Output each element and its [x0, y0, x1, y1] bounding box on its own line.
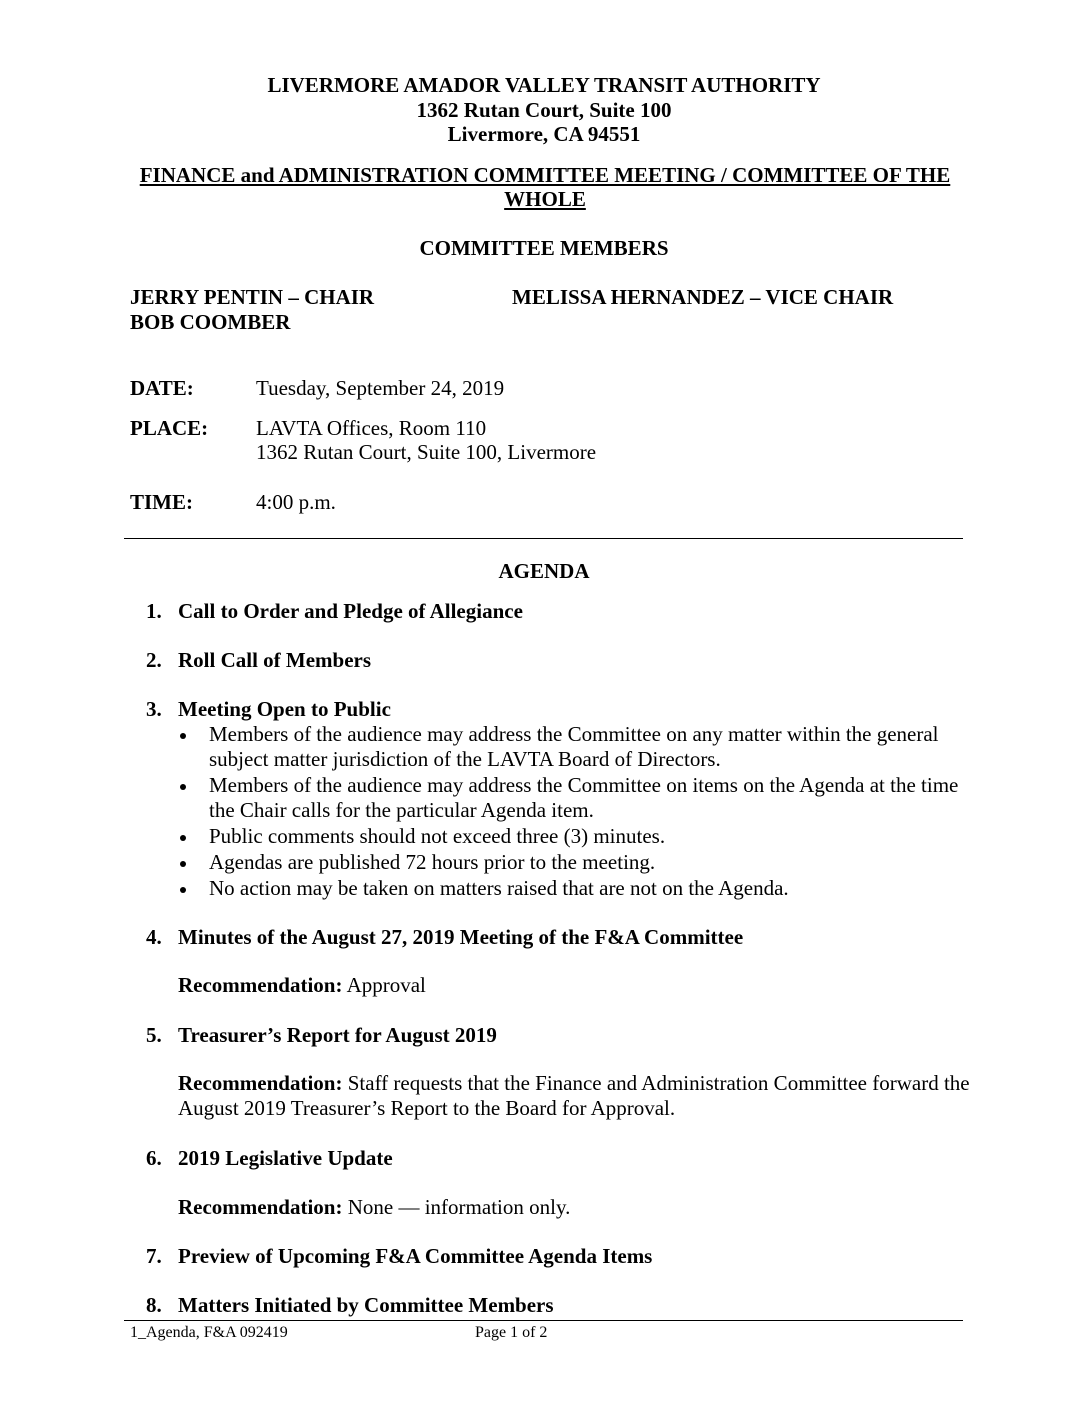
agenda-item-title: Call to Order and Pledge of Allegiance — [178, 599, 523, 623]
recommendation-label: Recommendation: — [178, 973, 343, 997]
member-vice-chair: MELISSA HERNANDEZ – VICE CHAIR — [512, 285, 894, 309]
address-line-1: 1362 Rutan Court, Suite 100 — [416, 98, 672, 122]
item-number: 8. — [146, 1293, 162, 1317]
recommendation — [178, 973, 978, 998]
divider — [124, 538, 963, 539]
time-value: 4:00 p.m. — [256, 490, 336, 514]
list-item: No action may be taken on matters raised that are not on the Agenda. — [178, 876, 978, 901]
footer-divider — [124, 1320, 963, 1321]
agenda-item-title: Minutes of the August 27, 2019 Meeting of the F&A Committee — [178, 925, 744, 949]
recommendation — [178, 1195, 978, 1220]
list-item: Members of the audience may address the Committee on any matter within the general subject matter jurisdiction of the LAVTA Board of Directors. — [178, 722, 978, 772]
agenda-item-title: Meeting Open to Public — [178, 697, 391, 721]
recommendation-label: Recommendation: — [178, 1071, 343, 1095]
recommendation — [178, 1071, 978, 1121]
place-label: PLACE: — [130, 416, 209, 440]
footer-page-number: Page 1 of 2 — [475, 1324, 548, 1341]
meeting-title-line-1: FINANCE and ADMINISTRATION COMMITTEE MEETING / COMMITTEE OF THE — [139, 163, 951, 187]
place-value-line-1: LAVTA Offices, Room 110 — [256, 416, 487, 440]
agenda-item-title: Treasurer’s Report for August 2019 — [178, 1023, 497, 1047]
member: BOB COOMBER — [130, 310, 291, 334]
item-number: 6. — [146, 1146, 162, 1170]
date-value: Tuesday, September 24, 2019 — [256, 376, 505, 400]
item-number: 1. — [146, 599, 162, 623]
member-chair: JERRY PENTIN – CHAIR — [130, 285, 375, 309]
list-item: Members of the audience may address the Committee on items on the Agenda at the time the Chair calls for the particular Agenda item. — [178, 773, 978, 823]
public-comment-rules-list — [178, 722, 978, 902]
recommendation-label: Recommendation: — [178, 1195, 343, 1219]
item-number: 4. — [146, 925, 162, 949]
item-number: 5. — [146, 1023, 162, 1047]
place-value-line-2: 1362 Rutan Court, Suite 100, Livermore — [256, 440, 597, 464]
organization-name: LIVERMORE AMADOR VALLEY TRANSIT AUTHORITY — [267, 73, 821, 97]
item-number: 2. — [146, 648, 162, 672]
date-label: DATE: — [130, 376, 194, 400]
footer-document-id: 1_Agenda, F&A 092419 — [130, 1324, 288, 1341]
item-number: 3. — [146, 697, 162, 721]
recommendation-text: None — information only. — [347, 1195, 571, 1219]
agenda-item-title: 2019 Legislative Update — [178, 1146, 393, 1170]
agenda-item-title: Matters Initiated by Committee Members — [178, 1293, 554, 1317]
agenda-item-title: Preview of Upcoming F&A Committee Agenda Items — [178, 1244, 653, 1268]
recommendation-text: Approval — [346, 973, 426, 997]
committee-members-heading: COMMITTEE MEMBERS — [419, 236, 669, 260]
item-number: 7. — [146, 1244, 162, 1268]
meeting-title-line-2: WHOLE — [504, 187, 586, 211]
time-label: TIME: — [130, 490, 193, 514]
recommendation-text: Staff requests that the Finance and Administration Committee forward the August 2019 Treasurer’s Report to the Board for Approval. — [178, 1071, 970, 1120]
list-item: Public comments should not exceed three (3) minutes. — [178, 824, 978, 849]
list-item: Agendas are published 72 hours prior to the meeting. — [178, 850, 978, 875]
address-line-2: Livermore, CA 94551 — [447, 122, 641, 146]
agenda-item-title: Roll Call of Members — [178, 648, 372, 672]
agenda-heading: AGENDA — [498, 559, 590, 583]
